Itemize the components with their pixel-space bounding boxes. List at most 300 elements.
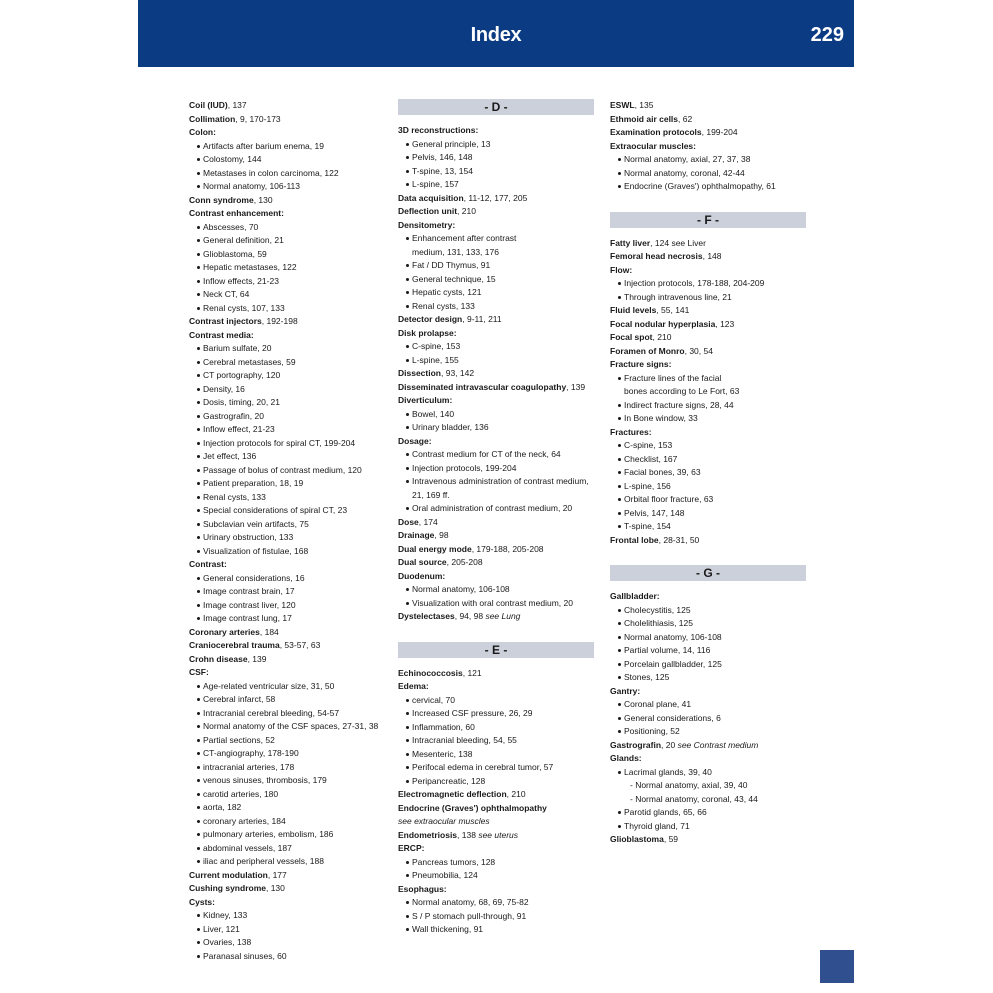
index-subentry <box>610 153 806 167</box>
entry-term: Glands: <box>610 753 642 763</box>
index-column-3 <box>610 99 806 847</box>
subentry-text: Density, 16 <box>203 383 245 394</box>
see-reference: see uterus <box>478 829 519 840</box>
index-sub-subentry: - Normal anatomy, coronal, 43, 44 <box>630 793 758 804</box>
page-header <box>138 0 854 67</box>
entry-term: 3D reconstructions: <box>398 125 479 135</box>
subentry-text: Enhancement after contrast <box>412 233 517 243</box>
index-entry <box>610 126 806 140</box>
subentry-text: venous sinuses, thrombosis, 179 <box>203 775 327 785</box>
index-subentry <box>189 599 385 613</box>
entry-pages: , 148 <box>702 251 722 261</box>
entry-term: Endocrine (Graves') ophthalmopathy <box>398 802 547 813</box>
subentry-text: General technique, 15 <box>412 273 496 284</box>
entry-term: Conn syndrome <box>189 194 254 205</box>
subentry-text: Barium sulfate, 20 <box>203 343 272 353</box>
index-subentry <box>189 410 385 424</box>
entry-term: Dual energy mode <box>398 543 472 554</box>
subentry-text: Colostomy, 144 <box>203 154 262 164</box>
subentry-text: Cerebral metastases, 59 <box>203 356 296 367</box>
subentry-text: Inflammation, 60 <box>412 721 475 732</box>
index-entry <box>610 318 806 332</box>
subentry-text: Fat / DD Thymus, 91 <box>412 260 491 270</box>
subentry-text: Lacrimal glands, 39, 40 <box>624 766 712 777</box>
subentry-text: Endocrine (Graves') ophthalmopathy, 61 <box>624 181 776 191</box>
index-subentry <box>189 585 385 599</box>
index-subentry <box>398 448 594 462</box>
subentry-text: Urinary bladder, 136 <box>412 422 489 432</box>
index-subentry <box>189 477 385 491</box>
index-entry <box>398 556 594 570</box>
entry-term: Fracture signs: <box>610 359 672 369</box>
index-subentry-continuation: bones according to Le Fort, 63 <box>624 386 740 396</box>
index-subentry <box>189 248 385 262</box>
entry-term: Gastrografin <box>610 739 662 750</box>
subentry-text: Metastases in colon carcinoma, 122 <box>203 167 339 178</box>
index-entry <box>189 666 385 680</box>
index-subentry <box>610 617 806 631</box>
index-subentry <box>610 480 806 494</box>
index-entry <box>398 680 594 694</box>
subentry-text: Orbital floor fracture, 63 <box>624 494 714 504</box>
index-subentry <box>189 396 385 410</box>
index-subentry <box>189 261 385 275</box>
index-entry <box>189 126 385 140</box>
entry-term: Duodenum: <box>398 570 446 581</box>
entry-term: Focal nodular hyperplasia <box>610 318 716 329</box>
index-entry <box>398 788 594 802</box>
subentry-text: Normal anatomy, 68, 69, 75-82 <box>412 897 529 907</box>
subentry-text: Glioblastoma, 59 <box>203 248 267 259</box>
entry-term: Drainage <box>398 530 435 540</box>
index-subentry <box>610 820 806 834</box>
index-entry <box>610 113 806 127</box>
subentry-text: Renal cysts, 133 <box>412 300 475 311</box>
index-entry <box>610 237 806 251</box>
subentry-text: Image contrast lung, 17 <box>203 613 292 623</box>
index-subentry <box>398 502 594 516</box>
entry-term: Dosage: <box>398 435 432 446</box>
index-subentry <box>610 766 806 780</box>
entry-term: Gantry: <box>610 685 641 696</box>
index-subentry <box>398 259 594 273</box>
entry-pages: , 135 <box>634 100 654 110</box>
entry-pages: , 93, 142 <box>441 368 475 378</box>
entry-pages: , 174 <box>418 516 438 527</box>
index-entry <box>189 558 385 572</box>
index-subentry <box>610 167 806 181</box>
index-entry <box>398 219 594 233</box>
index-entry <box>398 435 594 449</box>
entry-pages: , 130 <box>265 883 285 893</box>
entry-term: Fractures: <box>610 426 652 437</box>
entry-term: Densitometry: <box>398 219 456 230</box>
subentry-text: Pelvis, 147, 148 <box>624 507 685 518</box>
index-subentry-continuation: medium, 131, 133, 176 <box>412 246 499 257</box>
index-subentry <box>610 277 806 291</box>
subentry-text: Partial volume, 14, 116 <box>624 645 711 655</box>
entry-term: Deflection unit <box>398 206 458 216</box>
subentry-text: Mesenteric, 138 <box>412 748 473 759</box>
index-entry <box>398 829 594 843</box>
index-subentry <box>610 712 806 726</box>
entry-term: Fluid levels <box>610 305 657 315</box>
page-title: Index <box>470 24 522 46</box>
entry-pages: , 192-198 <box>261 316 298 326</box>
entry-term: Craniocerebral trauma <box>189 640 280 650</box>
index-entry <box>610 534 806 548</box>
subentry-text: Hepatic cysts, 121 <box>412 287 482 297</box>
entry-term: Extraocular muscles: <box>610 140 696 151</box>
index-entry <box>189 113 385 127</box>
index-subentry <box>610 372 806 386</box>
index-subentry <box>189 369 385 383</box>
index-subentry <box>189 923 385 937</box>
index-entry <box>189 207 385 221</box>
index-entry <box>610 590 806 604</box>
subentry-text: Age-related ventricular size, 31, 50 <box>203 680 335 691</box>
subentry-text: L-spine, 156 <box>624 480 671 491</box>
subentry-text: Partial sections, 52 <box>203 734 275 745</box>
section-heading: - E - <box>398 642 594 658</box>
entry-term: ERCP: <box>398 843 425 853</box>
entry-term: Gallbladder: <box>610 591 660 601</box>
entry-pages: , 139 <box>247 653 267 664</box>
entry-term: Endometriosis <box>398 829 458 840</box>
entry-pages: , 28-31, 50 <box>658 534 700 545</box>
subentry-text: C-spine, 153 <box>624 440 673 450</box>
subentry-text: Cholelithiasis, 125 <box>624 618 693 628</box>
index-subentry <box>610 399 806 413</box>
subentry-text: Injection protocols for spiral CT, 199-204 <box>203 437 356 448</box>
entry-term: Electromagnetic deflection <box>398 789 507 799</box>
subentry-text: Neck CT, 64 <box>203 289 250 299</box>
index-subentry <box>610 658 806 672</box>
subentry-text: L-spine, 157 <box>412 179 459 189</box>
index-entry <box>610 304 806 318</box>
subentry-text: Normal anatomy, coronal, 42-44 <box>624 167 745 178</box>
entry-term: Cysts: <box>189 896 215 907</box>
subentry-text: General principle, 13 <box>412 138 491 149</box>
index-subentry <box>398 138 594 152</box>
index-subentry <box>610 631 806 645</box>
index-subentry <box>189 437 385 451</box>
entry-term: Femoral head necrosis <box>610 251 703 261</box>
subentry-text: Normal anatomy, 106-113 <box>203 181 301 191</box>
index-subentry <box>398 165 594 179</box>
section-gap <box>610 194 806 212</box>
subentry-text: General considerations, 16 <box>203 572 305 583</box>
index-entry <box>189 626 385 640</box>
entry-term: Current modulation <box>189 869 268 880</box>
index-subentry <box>189 909 385 923</box>
index-subentry <box>189 950 385 964</box>
index-entry <box>610 752 806 766</box>
index-entry <box>610 331 806 345</box>
subentry-text: Cholecystitis, 125 <box>624 604 691 615</box>
entry-pages: , 11-12, 177, 205 <box>463 192 528 203</box>
index-subentry <box>189 788 385 802</box>
index-entry <box>189 653 385 667</box>
index-subentry <box>189 450 385 464</box>
index-subentry <box>189 383 385 397</box>
index-subentry <box>610 698 806 712</box>
index-subentry <box>398 896 594 910</box>
index-subentry <box>189 153 385 167</box>
entry-term: Flow: <box>610 264 633 275</box>
subentry-text: iliac and peripheral vessels, 188 <box>203 856 324 866</box>
index-entry <box>398 802 594 816</box>
entry-term: ESWL <box>610 100 635 110</box>
entry-term: Dissection <box>398 368 441 378</box>
subentry-text: Artifacts after barium enema, 19 <box>203 140 324 151</box>
subentry-text: General definition, 21 <box>203 235 284 245</box>
index-subentry <box>610 493 806 507</box>
subentry-text: Intravenous administration of contrast medium, <box>412 476 589 486</box>
subentry-text: CT-angiography, 178-190 <box>203 748 299 758</box>
index-subentry <box>610 671 806 685</box>
page-number: 229 <box>810 24 844 46</box>
index-subentry <box>189 936 385 950</box>
index-subentry <box>189 761 385 775</box>
index-subentry <box>189 855 385 869</box>
index-entry <box>398 205 594 219</box>
index-entry <box>610 140 806 154</box>
index-entry <box>610 99 806 113</box>
section-heading: - F - <box>610 212 806 228</box>
index-entry <box>398 516 594 530</box>
index-entry <box>189 315 385 329</box>
index-entry <box>610 739 806 753</box>
entry-pages: , 138 <box>457 829 479 840</box>
subentry-text: Normal anatomy, axial, 27, 37, 38 <box>624 154 751 164</box>
subentry-text: Abscesses, 70 <box>203 221 259 232</box>
index-subentry <box>398 775 594 789</box>
entry-pages: , 210 <box>457 206 476 216</box>
index-subentry <box>189 423 385 437</box>
index-entry <box>189 329 385 343</box>
subentry-text: Subclavian vein artifacts, 75 <box>203 518 309 529</box>
subentry-text: Hepatic metastases, 122 <box>203 262 297 272</box>
subentry-text: cervical, 70 <box>412 694 455 705</box>
index-column-1 <box>189 99 385 963</box>
index-subentry <box>398 748 594 762</box>
index-subentry <box>398 721 594 735</box>
entry-term: Echinococcosis <box>398 667 463 678</box>
index-subentry <box>398 910 594 924</box>
index-subentry <box>398 462 594 476</box>
entry-term: Contrast: <box>189 559 227 569</box>
entry-pages: , 124 <box>650 237 672 248</box>
index-entry <box>398 570 594 584</box>
index-subentry <box>398 421 594 435</box>
entry-term: Coronary arteries <box>189 626 260 637</box>
index-subentry <box>189 842 385 856</box>
index-entry <box>398 327 594 341</box>
index-entry <box>398 381 594 395</box>
index-subentry <box>189 180 385 194</box>
index-entry <box>398 313 594 327</box>
index-subentry <box>610 180 806 194</box>
index-subentry <box>189 302 385 316</box>
subentry-text: intracranial arteries, 178 <box>203 761 295 772</box>
subentry-text: Dosis, timing, 20, 21 <box>203 397 281 407</box>
entry-pages: , 94, 98 <box>454 611 486 621</box>
index-entry <box>398 394 594 408</box>
index-subentry <box>189 545 385 559</box>
index-subentry <box>610 725 806 739</box>
entry-term: Diverticulum: <box>398 395 453 405</box>
subentry-text: Jet effect, 136 <box>203 451 257 461</box>
entry-term: Contrast injectors <box>189 316 262 326</box>
entry-term: Disseminated intravascular coagulopathy <box>398 381 567 392</box>
index-entry <box>398 529 594 543</box>
index-entry <box>610 685 806 699</box>
entry-pages: , 184 <box>259 626 279 637</box>
entry-term: Collimation <box>189 113 236 124</box>
index-entry <box>610 250 806 264</box>
subentry-text: General considerations, 6 <box>624 712 721 723</box>
index-subentry <box>398 583 594 597</box>
subentry-text: Cerebral infarct, 58 <box>203 694 276 704</box>
index-subentry <box>189 167 385 181</box>
index-entry <box>189 194 385 208</box>
entry-term: Frontal lobe <box>610 534 659 545</box>
index-subentry <box>398 734 594 748</box>
index-entry <box>398 367 594 381</box>
subentry-text: Special considerations of spiral CT, 23 <box>203 505 348 515</box>
subentry-text: Injection protocols, 178-188, 204-209 <box>624 278 765 288</box>
index-subentry <box>610 520 806 534</box>
subentry-text: Liver, 121 <box>203 923 240 934</box>
subentry-text: Pancreas tumors, 128 <box>412 856 496 867</box>
index-subentry <box>189 140 385 154</box>
index-subentry <box>610 604 806 618</box>
subentry-text: pulmonary arteries, embolism, 186 <box>203 829 334 839</box>
see-reference: see extraocular muscles <box>398 816 490 826</box>
see-reference-line <box>398 815 594 829</box>
subentry-text: Positioning, 52 <box>624 726 680 736</box>
index-entry <box>189 869 385 883</box>
index-subentry <box>189 734 385 748</box>
index-subentry <box>398 408 594 422</box>
entry-pages: , 62 <box>678 113 693 124</box>
subentry-text: Normal anatomy, 106-108 <box>624 631 722 642</box>
entry-pages: , 9-11, 211 <box>462 314 502 324</box>
entry-pages: , 205-208 <box>446 557 483 567</box>
index-subentry <box>398 232 594 246</box>
index-subentry <box>610 644 806 658</box>
section-heading: - G - <box>610 565 806 581</box>
index-subentry <box>189 801 385 815</box>
subentry-text: abdominal vessels, 187 <box>203 842 292 853</box>
subentry-text: Fracture lines of the facial <box>624 372 722 383</box>
index-subentry <box>189 464 385 478</box>
entry-pages: , 30, 54 <box>684 345 713 356</box>
index-subentry <box>398 761 594 775</box>
entry-term: Dystelectases <box>398 611 455 621</box>
index-subentry <box>189 720 385 734</box>
entry-term: Dose <box>398 516 419 527</box>
index-entry <box>189 639 385 653</box>
subentry-text: Intracranial cerebral bleeding, 54-57 <box>203 707 340 718</box>
index-entry <box>398 842 594 856</box>
index-entry <box>610 833 806 847</box>
index-subentry <box>610 466 806 480</box>
subentry-text: Ovaries, 138 <box>203 937 252 947</box>
entry-term: Contrast enhancement: <box>189 208 284 218</box>
entry-pages: , 179-188, 205-208 <box>471 543 544 554</box>
subentry-text: Pelvis, 146, 148 <box>412 152 473 162</box>
entry-term: Esophagus: <box>398 883 447 894</box>
subentry-text: Patient preparation, 18, 19 <box>203 478 304 488</box>
entry-term: Contrast media: <box>189 329 254 340</box>
subentry-text: Urinary obstruction, 133 <box>203 532 294 542</box>
index-subentry <box>398 354 594 368</box>
subentry-text: Perifocal edema in cerebral tumor, 57 <box>412 762 554 772</box>
subentry-text: Inflow effect, 21-23 <box>203 424 275 434</box>
index-entry <box>398 124 594 138</box>
index-subentry-continuation: 21, 169 ff. <box>412 489 450 500</box>
entry-pages: , 199-204 <box>701 127 738 137</box>
index-subentry <box>189 693 385 707</box>
subentry-text: L-spine, 155 <box>412 354 459 365</box>
subentry-text: Indirect fracture signs, 28, 44 <box>624 399 734 410</box>
index-subentry <box>189 828 385 842</box>
subentry-text: Inflow effects, 21-23 <box>203 275 279 286</box>
subentry-text: Renal cysts, 107, 133 <box>203 302 285 313</box>
index-subentry <box>398 286 594 300</box>
subentry-text: Peripancreatic, 128 <box>412 775 486 786</box>
entry-term: Crohn disease <box>189 653 248 664</box>
subentry-text: T-spine, 13, 154 <box>412 165 473 176</box>
index-entry <box>610 358 806 372</box>
entry-term: Cushing syndrome <box>189 883 266 893</box>
entry-term: CSF: <box>189 667 209 677</box>
index-subentry <box>398 856 594 870</box>
index-entry <box>610 426 806 440</box>
section-gap <box>398 624 594 642</box>
subentry-text: Coronal plane, 41 <box>624 699 692 709</box>
subentry-text: Porcelain gallbladder, 125 <box>624 658 722 669</box>
subentry-text: Renal cysts, 133 <box>203 491 266 502</box>
subentry-text: Image contrast liver, 120 <box>203 599 296 610</box>
subentry-text: Stones, 125 <box>624 672 670 682</box>
index-subentry <box>189 275 385 289</box>
entry-term: Coil (IUD) <box>189 100 228 110</box>
subentry-text: Bowel, 140 <box>412 408 455 419</box>
subentry-text: Paranasal sinuses, 60 <box>203 950 287 961</box>
page-corner-tab <box>820 950 854 983</box>
entry-pages: , 210 <box>506 789 526 799</box>
entry-pages: , 130 <box>253 194 273 205</box>
index-subentry <box>398 597 594 611</box>
index-subentry <box>610 453 806 467</box>
index-subentry <box>189 356 385 370</box>
index-subentry <box>189 221 385 235</box>
index-subentry <box>398 869 594 883</box>
index-column-2 <box>398 99 594 937</box>
subentry-text: Facial bones, 39, 63 <box>624 467 701 477</box>
entry-term: Foramen of Monro <box>610 345 685 356</box>
entry-term: Dual source <box>398 557 447 567</box>
index-entry <box>610 264 806 278</box>
subentry-text: Pneumobilia, 124 <box>412 870 478 880</box>
subentry-text: S / P stomach pull-through, 91 <box>412 910 527 921</box>
index-subentry <box>610 439 806 453</box>
index-subentry <box>398 694 594 708</box>
subentry-text: carotid arteries, 180 <box>203 788 279 799</box>
